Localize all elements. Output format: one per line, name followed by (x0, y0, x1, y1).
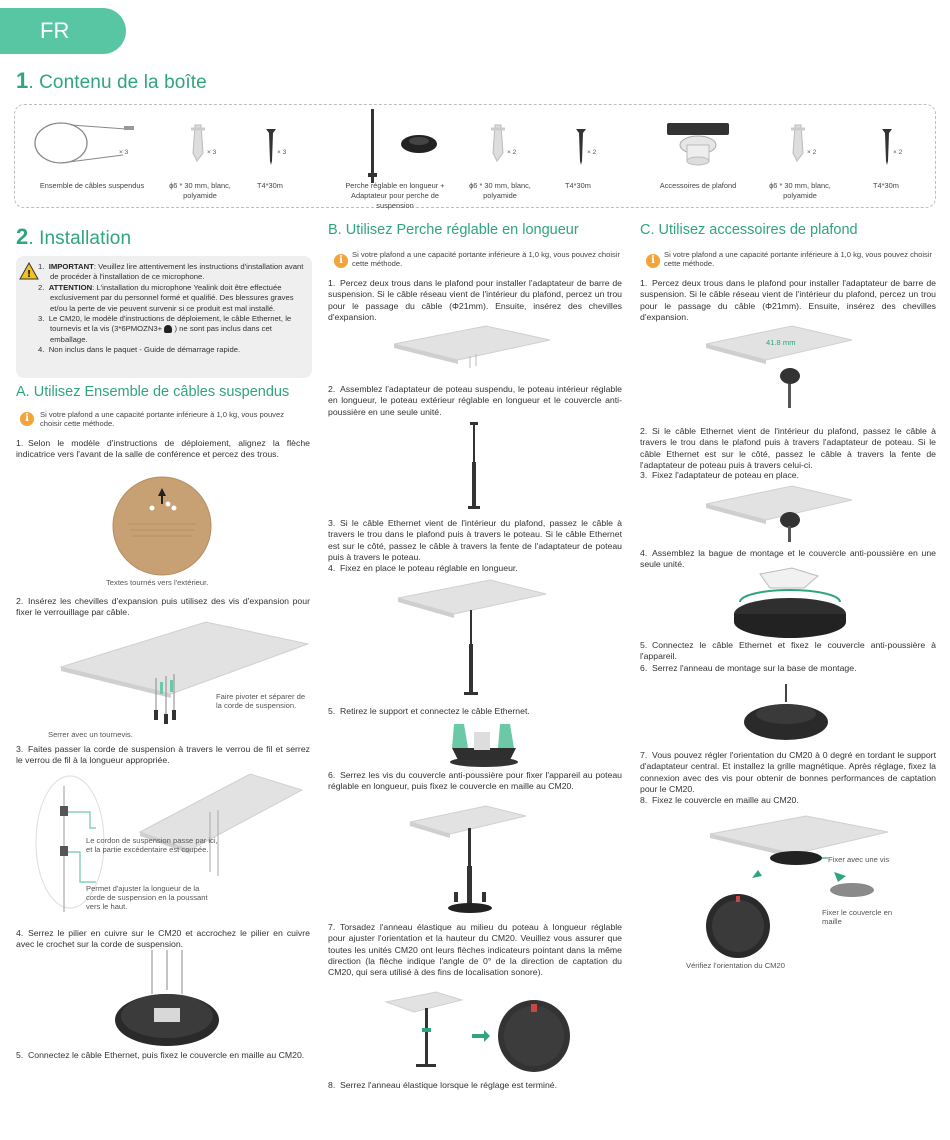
device-mount-illustration (742, 684, 832, 744)
step-c7: 7. Vous pouvez régler l'orientation du CM20 à 0 degré en tordant le support d'adaptateur central. Et installez la grille magnétique. Après réglage, fixez la connexion avec des vis pour obtenir de bonnes performances de captation pour le CM20. (640, 750, 936, 794)
column-a-note: Si votre plafond a une capacité portante inférieure à 1,0 kg, vous pouvez choisir cette méthode. (40, 410, 285, 429)
section-title-installation: 2. Installation (16, 224, 132, 249)
warning-box (16, 256, 312, 378)
adjustable-pole-icon (363, 107, 383, 187)
mesh-cover-illustration (706, 814, 896, 964)
cable-set-icon (31, 121, 131, 171)
step-a3: 3. Faites passer la corde de suspension à travers le verrou de fil et serrez le verrou de fil à la longueur appropriée. (16, 744, 310, 766)
box-item-screw: T4*30m (257, 181, 283, 190)
info-icon: i (334, 254, 348, 268)
pole-with-device-illustration (410, 806, 530, 916)
step-a2: 2. Insérez les chevilles d'expansion puis utilisez des vis d'expansion pour fixer le verrouillage par câble. (16, 596, 310, 618)
step-c3: 3. Fixez l'adaptateur de poteau en place. (640, 470, 800, 480)
step-c4: 4. Assemblez la bague de montage et le couvercle anti-poussière en une seule unité. (640, 548, 936, 570)
step-b7: 7. Torsadez l'anneau élastique au milieu du poteau à longueur réglable pour ajuster l'orientation et la hauteur du CM20. Veuillez vous assurer que toutes les unités CM20 ont leurs flèches indicateurs pointant dans la même direction (la flèche indique l'angle de 0° de la direction de captation du CM20, qui sera utilisé à des fins de localisation sonore). (328, 922, 622, 978)
wall-anchor-icon (185, 123, 209, 163)
column-b-title: B. Utilisez Perche réglable en longueur (328, 222, 579, 238)
caption-cord-passes: Le cordon de suspension passe par ici, et la partie excédentaire est coupée. (86, 836, 218, 855)
box-item-pole: Perche réglable en longueur + Adaptateur pour perche de suspension (345, 181, 445, 210)
caption-adjust-length: Permet d'ajuster la longueur de la corde de suspension en la poussant vers le haut. (86, 884, 208, 912)
step-b3: 3. Si le câble Ethernet vient de l'intérieur du plafond, passez le câble à travers le trou dans le plafond puis à travers le poteau. Si le câble Ethernet est sur le côté, passez le câble à travers la fente de l'adaptateur de poteau puis à travers le poteau. (328, 518, 622, 562)
step-c5: 5. Connectez le câble Ethernet et fixez le couvercle anti-poussière à l'appareil. (640, 640, 936, 662)
orientation-adjust-illustration (386, 992, 586, 1072)
step-b8: 8. Serrez l'anneau élastique lorsque le réglage est terminé. (328, 1080, 558, 1090)
pole-assembly-illustration (464, 422, 484, 512)
warning-icon (19, 262, 39, 280)
step-b5: 5. Retirez le support et connectez le câble Ethernet. (328, 706, 530, 716)
column-c-title: C. Utilisez accessoires de plafond (640, 222, 858, 238)
info-icon: i (20, 412, 34, 426)
mounting-ring-illustration (730, 568, 860, 638)
box-item-anchor: ϕ6 * 30 mm, blanc, polyamide (169, 181, 231, 200)
ceiling-anchor-illustration (56, 622, 316, 732)
box-item-screw: T4*30m (565, 181, 591, 190)
step-a5: 5. Connectez le câble Ethernet, puis fixez le couvercle en maille au CM20. (16, 1050, 305, 1060)
warning-text: 1. IMPORTANT: Veuillez lire attentivement les instructions d'installation avant de procéder à l'installation de ce microphone. 2. ATTENTION: L'installation du microphone Yealink doit être effectuée exclusivement par du personnel formé et qualifié. Des blessures graves et/ou la perte de vie peuvent survenir si ce produit est mal installé. 3. Le CM20, le modèle d'instructions de déploiement, le câble Ethernet, le tournevis et la vis (3*6PMOZN3+ ) ne sont pas inclus dans cet emballage. 4. Non inclus dans le paquet - Guide de démarrage rapide. (38, 262, 304, 355)
screw-icon (879, 127, 895, 167)
step-a1: 1. Selon le modèle d'instructions de déploiement, alignez la flèche indicatrice vers l'avant de la salle de conférence et percez des trous. (16, 438, 310, 460)
box-item-anchor: ϕ6 * 30 mm, blanc, polyamide (769, 181, 831, 200)
step-b1: 1. Percez deux trous dans le plafond pour installer l'adaptateur de barre de suspension. Si le câble réseau vient de l'intérieur du plafond, percez un trou pour le passage du câble (Φ21mm). Ensuite, insérez des chevilles d'expansion. (328, 278, 622, 322)
section-title-box-contents: 1. Contenu de la boîte (16, 68, 207, 93)
info-icon: i (646, 254, 660, 268)
caption-fix-screw: Fixer avec une vis (828, 855, 890, 864)
step-c6: 6. Serrez l'anneau de montage sur la base de montage. (640, 663, 857, 673)
caption-screwdriver: Serrer avec un tournevis. (48, 730, 133, 739)
box-item-screw: T4*30m (873, 181, 899, 190)
column-c-note: Si votre plafond a une capacité portante inférieure à 1,0 kg, vous pouvez choisir cette méthode. (664, 250, 933, 269)
step-a4: 4. Serrez le pilier en cuivre sur le CM20 et accrochez le pilier en cuivre avec le crochet sur la corde de suspension. (16, 928, 310, 950)
caption-fix-mesh-cover: Fixer le couvercle en maille (822, 908, 893, 927)
caption-rotate-separate: Faire pivoter et séparer de la corde de suspension. (216, 692, 306, 711)
cm20-device-illustration (112, 950, 222, 1050)
caption-verify-orientation: Vérifiez l'orientation du CM20 (686, 961, 785, 970)
pole-adapter-icon (399, 131, 439, 157)
deployment-template-illustration (112, 476, 212, 576)
column-b-note: Si votre plafond a une capacité portante inférieure à 1,0 kg, vous pouvez choisir cette méthode. (352, 250, 621, 269)
ceiling-accessory-icon (663, 115, 733, 173)
box-item-anchor: ϕ6 * 30 mm, blanc, polyamide (469, 181, 531, 200)
caption-text-outward: Textes tournés vers l'extérieur. (106, 578, 209, 587)
adapter-fixed-illustration (706, 486, 856, 546)
screw-icon (573, 127, 589, 167)
ceiling-illustration (394, 326, 554, 376)
column-a-title: A. Utilisez Ensemble de câbles suspendus (16, 384, 290, 400)
ethernet-connect-illustration (444, 718, 524, 768)
wall-anchor-icon (485, 123, 509, 163)
language-tag: FR (0, 8, 126, 54)
screw-icon (164, 325, 172, 333)
screw-icon (263, 127, 279, 167)
step-b2: 2. Assemblez l'adaptateur de poteau suspendu, le poteau intérieur réglable en longueur, le poteau extérieur réglable en longueur et le couvercle anti-poussière en une seule unité. (328, 384, 622, 417)
pole-in-ceiling-illustration (398, 580, 558, 700)
wall-anchor-icon (785, 123, 809, 163)
step-c2: 2. Si le câble Ethernet vient de l'intérieur du plafond, passez le câble à travers le trou dans le plafond puis à travers l'adaptateur de poteau. Si le câble Ethernet est sur le côté, passez le câble à travers la fente de l'adaptateur de poteau puis à travers celui-ci. (640, 426, 936, 470)
box-item-cable-set: Ensemble de câbles suspendus (39, 181, 145, 190)
box-contents-panel: × 3 Ensemble de câbles suspendus × 3 ϕ6 * 30 mm, blanc, polyamide × 3 T4*30m Perche réglable en longueur + Adaptateur pour perche de suspension × 2 ϕ6 * 30 mm, blanc, polyamide × 2 T4*30m Accessoires de plafond × 2 ϕ6 * 30 mm, blanc, polyamide × 2 T4*30m (14, 104, 936, 208)
box-item-ceiling-accessories: Accessoires de plafond (659, 181, 737, 190)
svg-text:!: ! (26, 269, 32, 280)
caption-41-8-mm: 41.8 mm (766, 338, 796, 347)
step-c1: 1. Percez deux trous dans le plafond pour installer l'adaptateur de barre de suspension. Si le câble réseau vient de l'intérieur du plafond, percez un trou pour le passage du câble (Φ21mm). Ensuite, insérez des chevilles d'expansion. (640, 278, 936, 322)
step-c8: 8. Fixez le couvercle en maille au CM20. (640, 795, 799, 805)
step-b6: 6. Serrez les vis du couvercle anti-poussière pour fixer l'appareil au poteau réglable en longueur, puis fixez le couvercle en maille au CM20. (328, 770, 622, 792)
step-b4: 4. Fixez en place le poteau réglable en longueur. (328, 563, 518, 573)
